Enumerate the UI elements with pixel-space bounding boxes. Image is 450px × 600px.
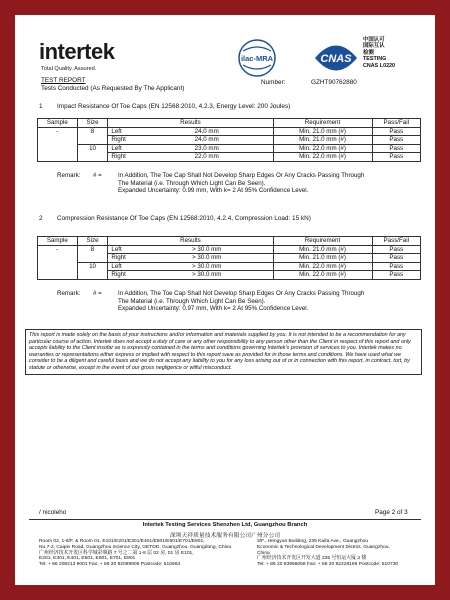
address-line: Tel: + 86 20 83966068 Fax: + 86 20 82228169 Postcode: 510730 xyxy=(257,562,399,568)
cell-size: 8 xyxy=(77,127,108,144)
cell-pass-fail: Pass xyxy=(372,262,420,271)
address-line: Economic & Technological Development District, Guangzhou, xyxy=(257,544,390,550)
cell-side: Left xyxy=(108,245,141,254)
cell-result: 23.0 mm xyxy=(141,144,273,153)
cell-sample: - xyxy=(38,245,78,279)
remark-line: In Addition, The Toe Cap Shall Not Develop Sharp Edges Or Any Cracks Passing Through xyxy=(118,290,365,297)
cell-result: > 30.0 mm xyxy=(141,245,273,254)
cell-pass-fail: Pass xyxy=(372,127,420,136)
footer-divider xyxy=(29,519,421,520)
table-row xyxy=(38,262,421,271)
right-address xyxy=(257,539,427,568)
company-name-cn: 深圳天祥质量技术服务有限公司广州分公司 xyxy=(169,533,281,539)
cell-requirement: Min. 22.0 mm (#) xyxy=(273,271,372,280)
table-row xyxy=(38,245,421,254)
remark-mark: # = xyxy=(93,172,102,179)
cell-result: > 30.0 mm xyxy=(141,271,273,280)
col-header-sample: Sample xyxy=(38,237,78,246)
cell-requirement: Min. 21.0 mm (#) xyxy=(273,254,372,263)
disclaimer-box: This report is made solely on the basis of your instructions and/or information and materials supplied by you. It is not intended to be a recommendation for any particular course of action. Intertek does not accept a duty of care or any other responsibility to any person other than the Client in respect of this report and only accepts liability to the Client insofar as is expressly contained in the terms and conditions governing Intertek's provision of services to you. Intertek makes no warranties or representations either express or implied with respect to this report save as provided for in those terms and conditions. We have used what we consider to be a diligent and careful basis and we do not accept any liability to you for any loss arising out of or in connection with this report, in contract, tort, by statute or otherwise, except in the event of our gross negligence or wilful misconduct. xyxy=(25,329,422,375)
cell-result: > 30.0 mm xyxy=(141,262,273,271)
cell-size: 10 xyxy=(77,262,108,279)
col-header-requirement: Requirement xyxy=(273,119,372,128)
report-title: TEST REPORT xyxy=(41,77,86,84)
col-header-size: Size xyxy=(77,119,108,128)
col-header-pass-fail: Pass/Fail xyxy=(372,237,420,246)
cnas-line: 中国认可 xyxy=(363,37,385,43)
page-number: Page 2 of 3 xyxy=(375,509,408,516)
cell-requirement: Min. 22.0 mm (#) xyxy=(273,262,372,271)
impact-resistance-table xyxy=(37,118,421,162)
left-address xyxy=(39,539,249,568)
table-header-row xyxy=(38,119,421,128)
section-2-index: 2 xyxy=(39,215,43,222)
cell-side: Right xyxy=(108,136,141,145)
cell-pass-fail: Pass xyxy=(372,144,420,153)
address-line: China xyxy=(257,550,270,556)
ilac-mra-logo xyxy=(231,37,283,79)
cnas-line: 国际互认 xyxy=(363,43,385,50)
address-line: E201, E301, E401, E501, E601, E701, E801 xyxy=(39,556,136,562)
col-header-pass-fail: Pass/Fail xyxy=(372,119,420,128)
col-header-sample: Sample xyxy=(38,119,78,128)
cell-pass-fail: Pass xyxy=(372,245,420,254)
report-number: GZHT90762880 xyxy=(311,79,357,86)
remark-line: Expanded Uncertainty: 0.97 mm, With k= 2 At 95% Confidence Level. xyxy=(118,305,309,313)
number-label: Number: xyxy=(261,79,286,86)
cell-side: Left xyxy=(108,262,141,271)
col-header-results: Results xyxy=(108,119,273,128)
cell-result: > 30.0 mm xyxy=(141,254,273,263)
address-line: 3/F., Hengyun Building, 235 Kaifa Ave., Guangzhou xyxy=(257,539,369,544)
intertek-logo: intertek xyxy=(39,39,115,64)
cell-side: Left xyxy=(108,144,141,153)
table-row xyxy=(38,127,421,136)
cell-requirement: Min. 21.0 mm (#) xyxy=(273,136,372,145)
address-line: 广州经济技术开发区开发大道 235 号恒运大厦 3 楼 xyxy=(257,556,367,562)
report-subtitle: Tests Conducted (As Requested By The Applicant) xyxy=(41,85,185,92)
cell-requirement: Min. 21.0 mm (#) xyxy=(273,245,372,254)
section-1-title: Impact Resistance Of Toe Caps (EN 12568:2010, 4.2.3, Energy Level: 200 Joules) xyxy=(57,103,291,110)
cell-size: 10 xyxy=(77,144,108,161)
address-line: Room 02, 1-8/F. & Room 01, E101/E201/E301/E401/E501/E601/E701/E801, xyxy=(39,539,205,544)
cell-result: 24.0 mm xyxy=(141,127,273,136)
address-line: 广州经济技术开发区科学城彩频路 7 号之二第 1-8 层 02 房, 01 房 E101, xyxy=(39,550,194,556)
cnas-line: TESTING xyxy=(363,56,387,63)
cnas-accreditation-text xyxy=(363,37,395,69)
col-header-requirement: Requirement xyxy=(273,237,372,246)
section-1-index: 1 xyxy=(39,103,43,110)
cell-size: 8 xyxy=(77,245,108,262)
remark-mark: # = xyxy=(93,290,102,297)
cnas-logo xyxy=(311,37,361,79)
compression-resistance-table xyxy=(37,236,421,280)
cnas-logo-text: CNAS xyxy=(320,53,352,65)
cell-side: Left xyxy=(108,127,141,136)
table-row xyxy=(38,144,421,153)
cell-requirement: Min. 21.0 mm (#) xyxy=(273,127,372,136)
col-header-results: Results xyxy=(108,237,273,246)
cell-pass-fail: Pass xyxy=(372,136,420,145)
cell-pass-fail: Pass xyxy=(372,271,420,280)
cell-pass-fail: Pass xyxy=(372,254,420,263)
cnas-line: 检测 xyxy=(363,49,374,56)
cell-result: 24.0 mm xyxy=(141,136,273,145)
cell-sample: - xyxy=(38,127,78,161)
cell-side: Right xyxy=(108,271,141,280)
report-page xyxy=(15,15,435,585)
cell-pass-fail: Pass xyxy=(372,153,420,162)
remark-line: Expanded Uncertainty: 0.99 mm, With k= 2 At 95% Confidence Level. xyxy=(118,187,309,195)
remark-text xyxy=(118,172,423,195)
cell-requirement: Min. 22.0 mm (#) xyxy=(273,153,372,162)
preparer: / nicoleho xyxy=(39,509,67,516)
cnas-line: CNAS L0220 xyxy=(363,62,396,69)
company-name-en: Intertek Testing Services Shenzhen Ltd, Guangzhou Branch xyxy=(142,522,308,528)
table-header-row xyxy=(38,237,421,246)
remark-line: The Material (i.e. Through Which Light Can Be Seen). xyxy=(118,297,266,305)
cell-side: Right xyxy=(108,254,141,263)
section-2-title: Compression Resistance Of Toe Caps (EN 12568:2010, 4.2.4, Compression Load: 15 kN) xyxy=(57,215,311,222)
remark-text xyxy=(118,290,423,313)
cell-side: Right xyxy=(108,153,141,162)
cell-requirement: Min. 22.0 mm (#) xyxy=(273,144,372,153)
col-header-size: Size xyxy=(77,237,108,246)
address-line: No.7-2, Caipin Road, Guangzhou Science City, GETDD, Guangzhou, Guangdong, China xyxy=(39,544,232,550)
address-line: Tel: + 86 208213 9001 Fax: + 86 20 82089909 Postcode: 510663 xyxy=(39,562,181,568)
remark-label: Remark: xyxy=(57,290,81,297)
cell-result: 22.0 mm xyxy=(141,153,273,162)
remark-label: Remark: xyxy=(57,172,81,179)
ilac-logo-text: ilac-MRA xyxy=(240,54,274,63)
remark-line: The Material (i.e. Through Which Light Can Be Seen). xyxy=(118,179,266,187)
logo-tagline: Total Quality. Assured. xyxy=(41,66,97,72)
remark-line: In Addition, The Toe Cap Shall Not Develop Sharp Edges Or Any Cracks Passing Through xyxy=(118,172,365,179)
